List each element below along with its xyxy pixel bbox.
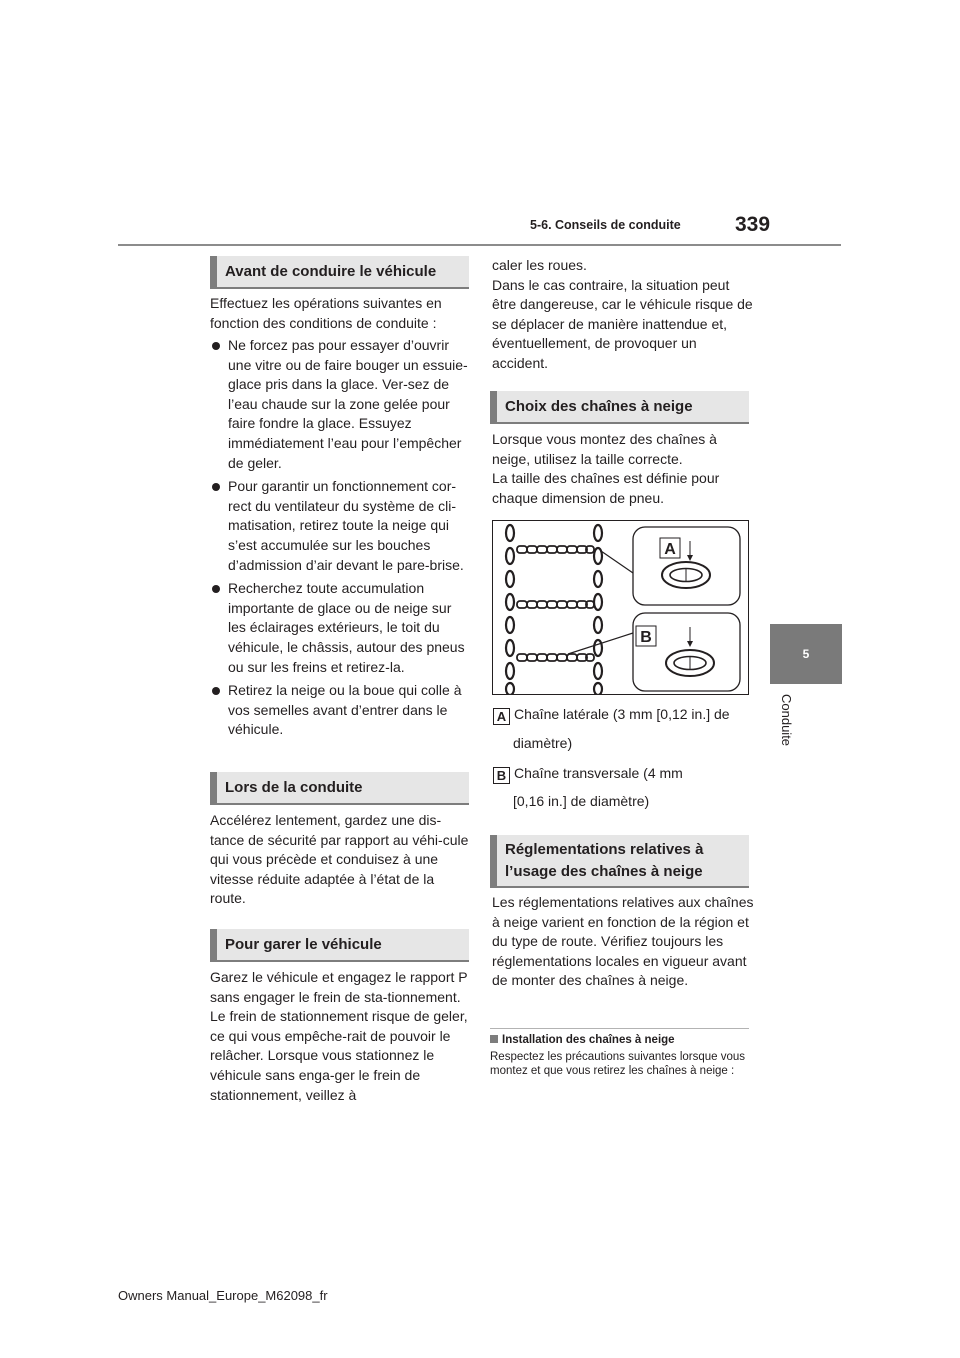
chapter-number: 5 [802,647,810,661]
page-number: 339 [735,213,771,236]
snow-chain-figure [492,520,749,695]
legend-key-b: B [493,767,510,784]
parking-paragraph: Garez le véhicule et engagez le rapport P sans engager le frein de sta-tionnement. Le frein de stationnement risque de geler, ce qui vous empêche-rait de pouvoir le relâcher. Lorsque vous stationnez le véhicule sans enga-ger le frein de stationnement, veillez à [210,969,468,1103]
legend-key-a: A [493,708,510,725]
bullet-icon [212,585,220,593]
driving-paragraph: Accélérez lentement, gardez une dis-tance de sécurité par rapport au véhi-cule qui vous précède et conduisez à une vitesse réduite adaptée à l’état de la route. [210,812,469,907]
legend-item-b-continued: [0,16 in.] de diamètre) [513,793,650,809]
heading-lors-de-la-conduite: Lors de la conduite [210,772,469,803]
regulations-paragraph: Les réglementations relatives aux chaînes à neige varient en fonction de la région et du type de route. Vérifiez toujours les réglementations locales en vigueur avant de monter des chaînes à neige. [492,894,754,989]
svg-text:A: A [664,541,676,558]
list-item: Recherchez toute accumulation importante de glace ou de neige sur les éclairages extérieurs, le toit du véhicule, le châssis, autour des pneus ou sur les freins et retirez-la. [210,579,472,677]
heading-reglementations: Réglementations relatives à l’usage des chaînes à neige [490,835,749,886]
subsection-rule [490,1028,749,1029]
heading-pour-garer: Pour garer le véhicule [210,929,469,960]
snow-chain-illustration [493,521,748,694]
subsection-title: Installation des chaînes à neige [490,1034,675,1046]
bullet-icon [212,687,220,695]
svg-text:B: B [640,629,652,646]
installation-paragraph: Respectez les précautions suivantes lorsque vous montez et que vous retirez les chaînes à neige : [490,1051,746,1077]
chapter-label: Conduite [779,694,794,747]
bullet-list [210,336,472,744]
legend-item-a: A Chaîne latérale (3 mm [0,12 in.] de [493,704,730,725]
heading-avant-de-conduire: Avant de conduire le véhicule [210,256,469,287]
square-bullet-icon [490,1035,498,1043]
chain-choice-paragraph: Lorsque vous montez des chaînes à neige, utilisez la taille correcte. La taille des chaînes est définie pour chaque dimension de pneu. [492,431,720,506]
parking-paragraph-continued: caler les roues. Dans le cas contraire, la situation peut être dangereuse, car le véhicule risque de se déplacer de manière inattendue et, éventuellement, de provoquer un accident. [492,257,753,371]
footer-doc-id: Owners Manual_Europe_M62098_fr [118,1288,328,1303]
chapter-tab[interactable] [770,624,842,684]
intro-paragraph: Effectuez les opérations suivantes en fonction des conditions de conduite : [210,295,442,331]
legend-item-a-continued: diamètre) [513,735,573,751]
bullet-icon [212,483,220,491]
list-item: Pour garantir un fonctionnement cor-rect du ventilateur du système de cli-matisation, retirez toute la neige qui s’est accumulée sur les bouches d’admission d’air devant le pare-brise. [210,477,472,575]
heading-choix-des-chaines: Choix des chaînes à neige [490,391,749,422]
list-item: Ne forcez pas pour essayer d’ouvrir une vitre ou de faire bouger un essuie-glace pris dans la glace. Ver-sez de l’eau chaude sur la zone gelée pour faire fondre la glace. Essuyez immédiatement l’eau pour l’empêcher de geler. [210,336,472,473]
legend-item-b: B Chaîne transversale (4 mm [493,763,683,784]
header-rule [118,244,841,246]
list-item: Retirez la neige ou la boue qui colle à vos semelles avant d’entrer dans le véhicule. [210,681,472,740]
running-header-section: 5-6. Conseils de conduite [530,218,681,232]
bullet-icon [212,342,220,350]
